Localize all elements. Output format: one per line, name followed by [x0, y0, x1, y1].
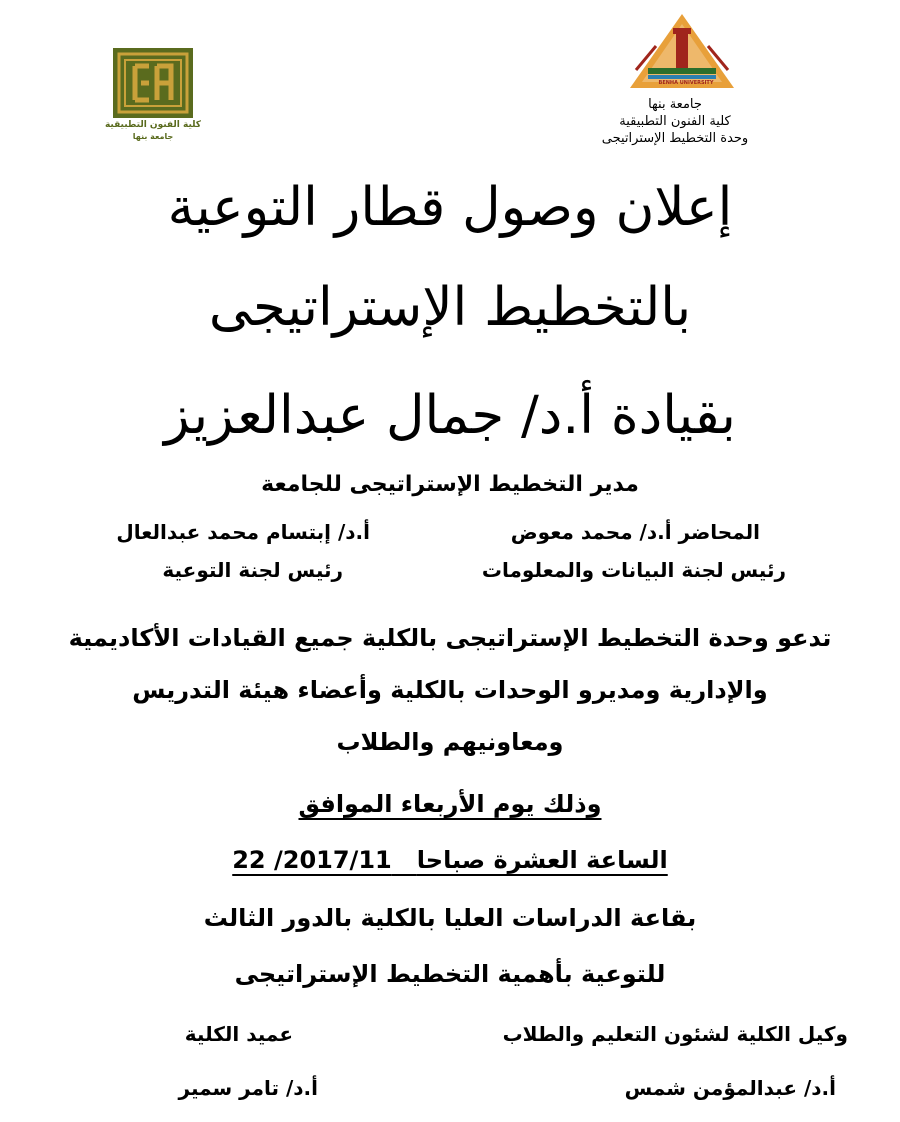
- awareness-head-role: رئيس لجنة التوعية: [162, 558, 343, 582]
- vice-dean-title: وكيل الكلية لشئون التعليم والطلاب: [502, 1022, 848, 1046]
- university-name: جامعة بنها: [648, 97, 702, 112]
- faculty-logo-text: كلية الفنون التطبيقية: [104, 120, 202, 130]
- subtitle: مدير التخطيط الإستراتيجى للجامعة: [261, 472, 639, 497]
- university-logo: [626, 10, 738, 94]
- faculty-logo: [104, 48, 202, 144]
- vice-dean-name: أ.د/ عبدالمؤمن شمس: [624, 1076, 836, 1100]
- dean-name: أ.د/ تامر سمير: [178, 1076, 318, 1100]
- title-line-3: بقيادة أ.د/ جمال عبدالعزيز: [164, 385, 736, 446]
- awareness-head-name: أ.د/ إبتسام محمد عبدالعال: [116, 520, 370, 544]
- title-line-1: إعلان وصول قطار التوعية: [167, 177, 733, 238]
- event-day: وذلك يوم الأربعاء الموافق: [298, 790, 602, 818]
- dean-title: عميد الكلية: [184, 1022, 293, 1046]
- lecturer-name: المحاضر أ.د/ محمد معوض: [510, 520, 760, 544]
- event-time: الساعة العشرة صباحا: [416, 846, 668, 874]
- header-block: [580, 96, 770, 147]
- faculty-name: كلية الفنون التطبيقية: [619, 114, 731, 129]
- lecturer-role: رئيس لجنة البيانات والمعلومات: [481, 558, 786, 582]
- unit-name: وحدة التخطيط الإستراتيجى: [601, 131, 749, 146]
- event-date: 22 /2017/11: [232, 846, 392, 874]
- invitation-line-1: تدعو وحدة التخطيط الإستراتيجى بالكلية جميع القيادات الأكاديمية: [68, 624, 832, 652]
- event-topic: للتوعية بأهمية التخطيط الإستراتيجى: [234, 960, 666, 988]
- faculty-logo-subtext: جامعة بنها: [132, 132, 174, 141]
- event-place: بقاعة الدراسات العليا بالكلية بالدور الثالث: [203, 904, 697, 932]
- event-datetime: [0, 846, 900, 874]
- title-line-2: بالتخطيط الإستراتيجى: [208, 277, 692, 338]
- invitation-line-3: ومعاونيهم والطلاب: [336, 728, 564, 756]
- university-logo-text: BENHA UNIVERSITY: [658, 80, 714, 86]
- invitation-line-2: والإدارية ومديرو الوحدات بالكلية وأعضاء هيئة التدريس: [132, 676, 768, 704]
